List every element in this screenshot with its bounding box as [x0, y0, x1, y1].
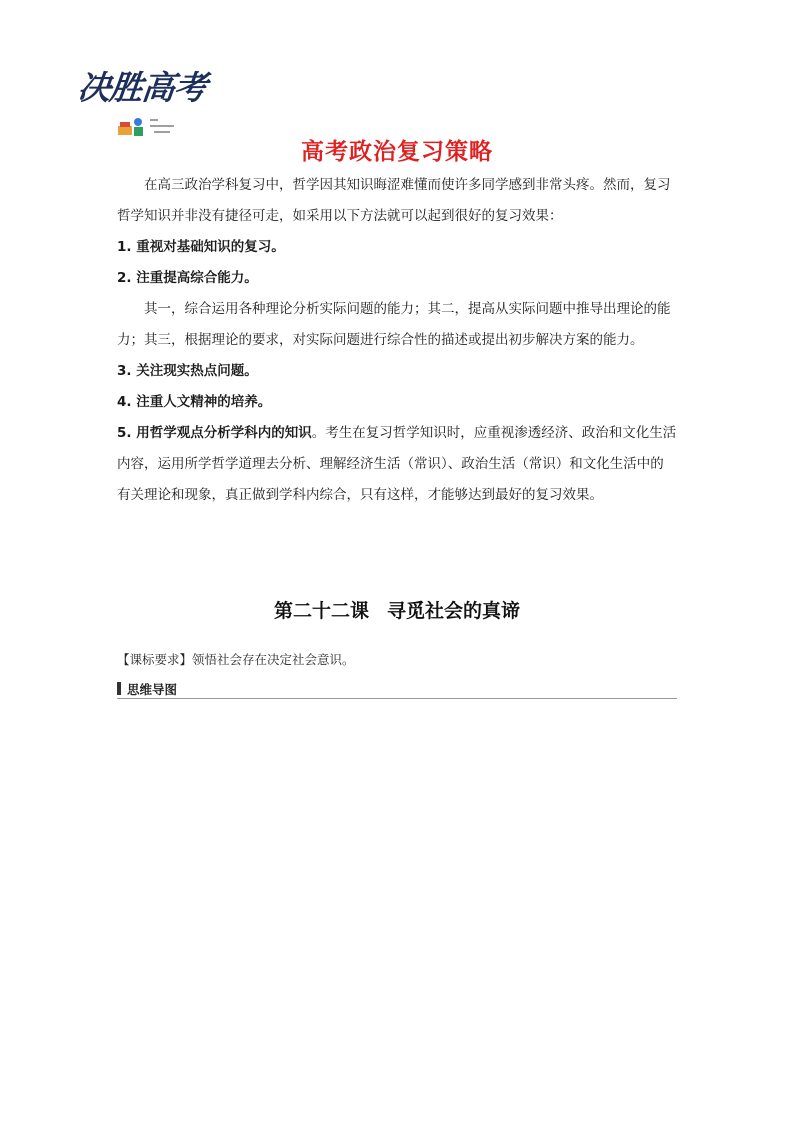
list-item-5 — [117, 418, 677, 511]
intro-paragraph: 在高三政治学科复习中，哲学因其知识晦涩难懂而使许多同学感到非常头疼。然而，复习哲学知识并非没有捷径可走，如采用以下方法就可以起到很好的复习效果： — [117, 177, 671, 224]
strategy-content — [117, 170, 677, 511]
curriculum-requirement — [117, 650, 355, 668]
list-item-title: 5. 用哲学观点分析学科内的知识 — [117, 425, 312, 441]
logo-text: 决胜高考 — [75, 68, 208, 107]
lesson-name: 寻觅社会的真谛 — [387, 600, 521, 622]
lesson-number: 第二十二课 — [273, 600, 369, 622]
item-detail-paragraph: 其一，综合运用各种理论分析实际问题的能力；其二，提高从实际问题中推导出理论的能力；其三，根据理论的要求，对实际问题进行综合性的描述或提出初步解决方案的能力。 — [117, 301, 671, 348]
list-item-body: 。考生在复习哲学知识时，应重视渗透经济、政治和文化生活内容，运用所学哲学道理去分析、理解经济生活（常识）、政治生活（常识）和文化生活中的有关理论和现象，真正做到学科内综合，只有这样，才能够达到最好的复习效果。 — [117, 425, 677, 503]
lesson-heading — [0, 596, 794, 623]
requirement-text: 领悟社会存在决定社会意识。 — [192, 652, 355, 667]
list-item: 2. 注重提高综合能力。 — [117, 270, 258, 286]
brand-logo — [75, 62, 208, 144]
document-title: 高考政治复习策略 — [301, 139, 493, 165]
section-label: 思维导图 — [127, 682, 178, 697]
list-item: 3. 关注现实热点问题。 — [117, 363, 258, 379]
list-item: 1. 重视对基础知识的复习。 — [117, 239, 285, 255]
list-item: 4. 注重人文精神的培养。 — [117, 394, 272, 410]
mind-map-section-header — [117, 680, 677, 699]
section-marker-icon — [117, 682, 121, 695]
requirement-label: 【课标要求】 — [117, 652, 193, 667]
